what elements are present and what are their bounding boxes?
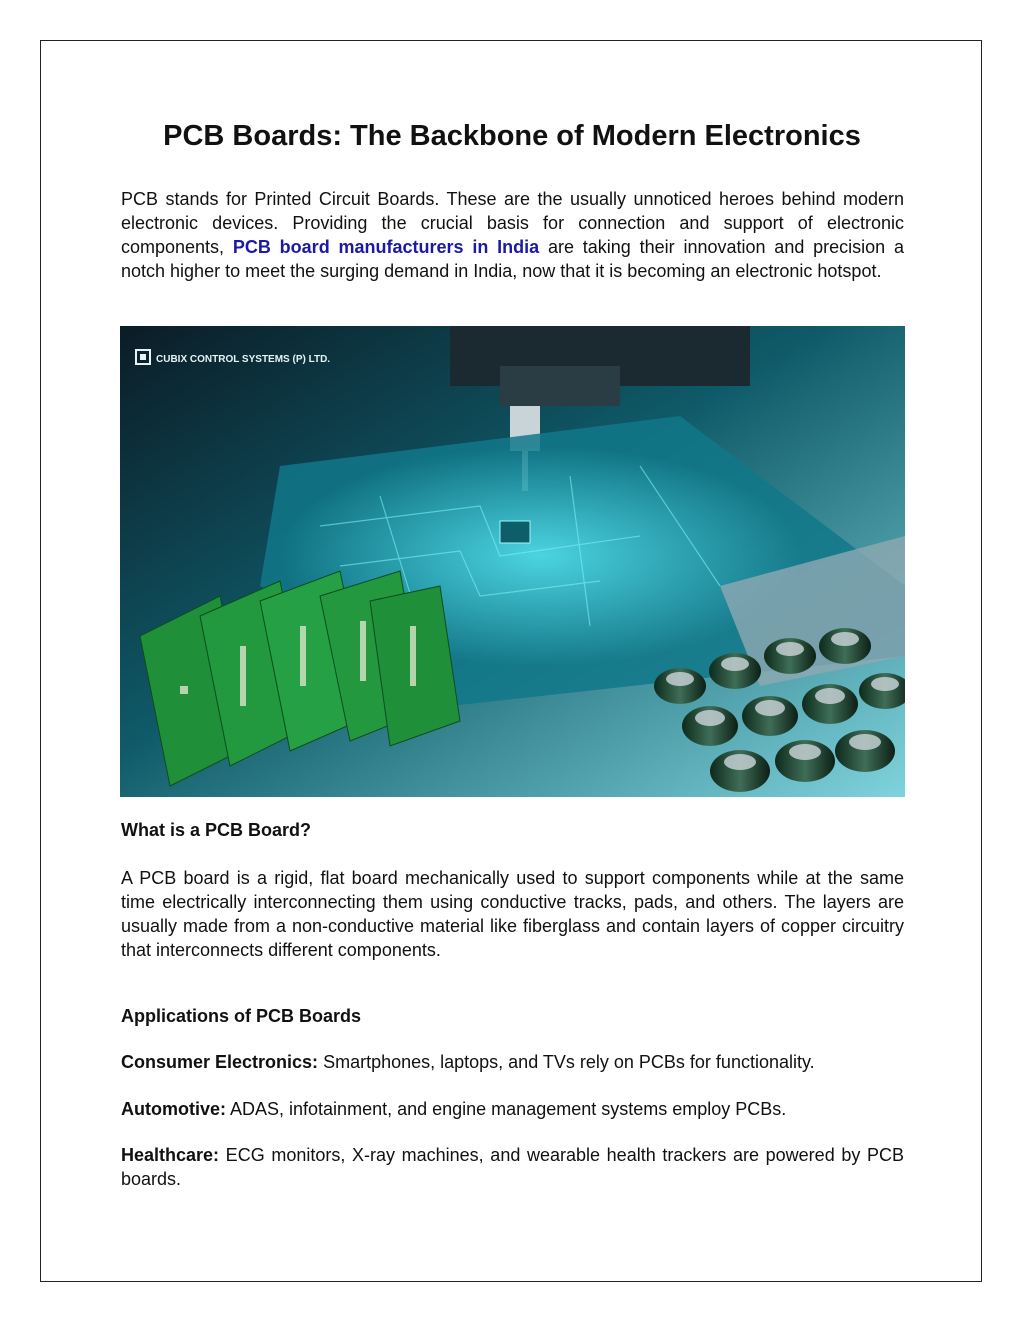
hero-image <box>120 326 905 797</box>
intro-text-after: are taking their innovation and precision a notch higher to meet the surging demand in India, now that it is becoming an electronic hotspot. <box>121 237 905 281</box>
intro-paragraph <box>121 187 904 283</box>
application-label: Healthcare: <box>121 1145 220 1165</box>
application-text: Smartphones, laptops, and TVs rely on PCBs for functionality. <box>318 1052 815 1072</box>
application-text: ADAS, infotainment, and engine management systems employ PCBs. <box>226 1099 787 1119</box>
intro-text-before: PCB stands for Printed Circuit Boards. These are the usually unnoticed heroes behind modern electronic devices. Providing the crucial basis for connection and support of electronic components, <box>121 189 904 257</box>
application-automotive <box>121 1097 904 1121</box>
application-consumer <box>121 1050 904 1074</box>
page-title: PCB Boards: The Backbone of Modern Electronics <box>163 120 861 152</box>
section-heading-what: What is a PCB Board? <box>121 820 312 840</box>
application-label: Automotive: <box>121 1099 226 1119</box>
what-paragraph: A PCB board is a rigid, flat board mechanically used to support components while at the same time electrically interconnecting them using conductive tracks, pads, and others. The layers are usually made from a non-conductive material like fiberglass and contain layers of copper circuitry that interconnects different components. <box>121 868 904 960</box>
manufacturers-link[interactable]: PCB board manufacturers in India <box>232 237 540 257</box>
section-heading-applications: Applications of PCB Boards <box>121 1006 362 1026</box>
application-text: ECG monitors, X-ray machines, and wearable health trackers are powered by PCB boards. <box>121 1145 904 1189</box>
logo-text: CUBIX CONTROL SYSTEMS (P) LTD. <box>156 354 331 365</box>
application-healthcare <box>121 1143 904 1191</box>
application-label: Consumer Electronics: <box>121 1052 319 1072</box>
